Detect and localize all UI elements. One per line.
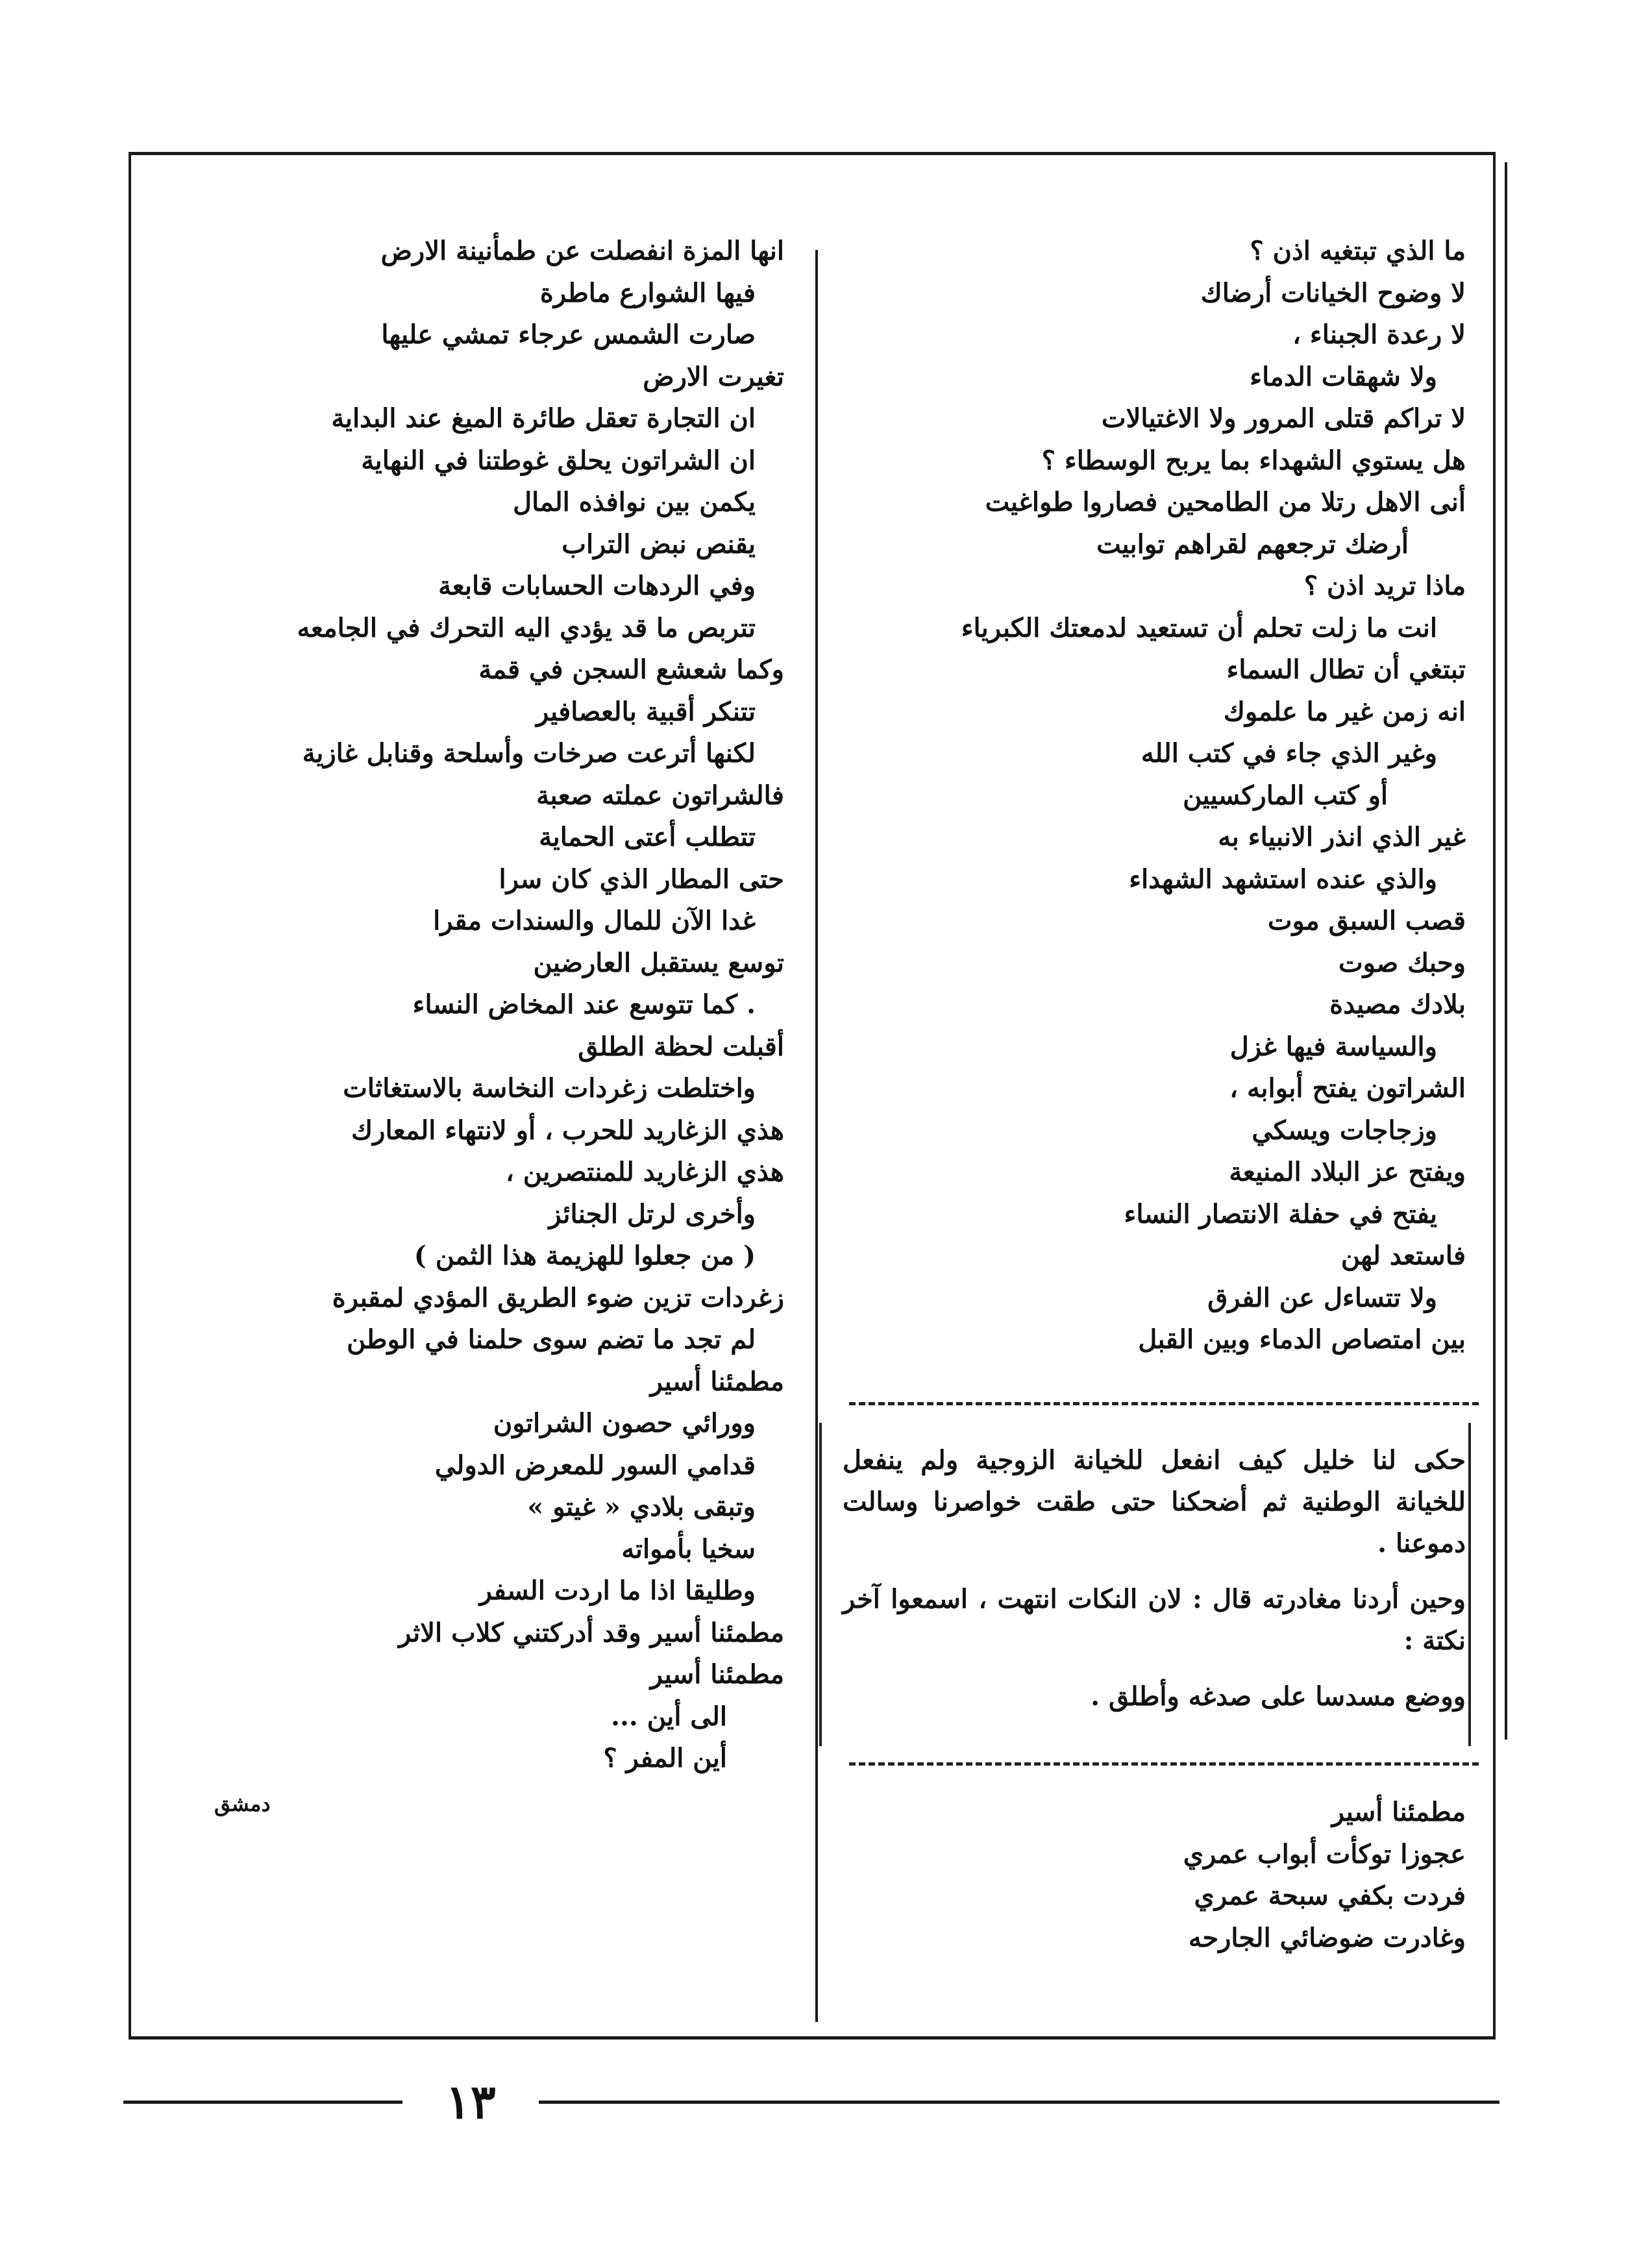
box-left-rule [819, 1423, 822, 1746]
poem-line: وطليقا اذا ما اردت السفر [479, 1575, 756, 1606]
poem-line: يفتح في حفلة الانتصار النساء [1124, 1198, 1437, 1229]
left-poem-column [135, 230, 784, 1780]
poem-line: سخيا بأمواته [621, 1533, 756, 1564]
poem-line: لكنها أترعت صرخات وأسلحة وقنابل غازية [302, 738, 756, 769]
poem-line: انها المزة انفصلت عن طمأنينة الارض [380, 236, 784, 266]
poem-line: تغيرت الارض [643, 361, 784, 392]
poem-line: أو كتب الماركسيين [1183, 780, 1388, 811]
poem-line: وورائي حصون الشراتون [493, 1408, 756, 1438]
poem-line: غدا الآن للمال والسندات مقرا [433, 906, 756, 936]
anecdote-text [843, 1440, 1466, 1732]
poem-line: ان الشراتون يحلق غوطتنا في النهاية [361, 445, 756, 476]
poem-line: والسياسة فيها غزل [1229, 1031, 1437, 1062]
poem-line: ( من جعلوا للهزيمة هذا الثمن ) [413, 1240, 756, 1271]
place-signature: دمشق [214, 1792, 271, 1816]
poem-line: فالشراتون عملته صعبة [536, 780, 784, 811]
poem-line: لم تجد ما تضم سوى حلمنا في الوطن [347, 1324, 756, 1355]
poem-line: قصب السبق موت [1267, 906, 1466, 936]
poem-line: ما الذي تبتغيه اذن ؟ [1250, 236, 1466, 266]
footer-rule-left [123, 2101, 402, 2104]
poem-line: حتى المطار الذي كان سرا [499, 863, 784, 894]
poem-line: وفي الردهات الحسابات قابعة [438, 571, 756, 601]
poem-line: لا وضوح الخيانات أرضاك [1200, 277, 1466, 308]
poem-line: لا تراكم قتلى المرور ولا الاغتيالات [1101, 403, 1466, 434]
poem-line: عجوزا توكأت أبواب عمري [1183, 1838, 1466, 1869]
poem-line: فاستعد لهن [1340, 1240, 1466, 1271]
poem-line: بين امتصاص الدماء وبين القبل [1138, 1324, 1466, 1355]
poem-line: غير الذي انذر الانبياء به [1218, 822, 1466, 852]
poem-line: فيها الشوارع ماطرة [539, 277, 756, 308]
poem-line: يقنص نبض التراب [561, 528, 756, 560]
poem-line: الى أين ... [611, 1701, 727, 1732]
poem-line: بلادك مصيدة [1329, 989, 1466, 1020]
poem-line: ولا شهقات الدماء [1250, 361, 1437, 392]
poem-line: مطمئنا أسير وقد أدركتني كلاب الاثر [399, 1617, 784, 1648]
poem-line: انه زمن غير ما علموك [1223, 696, 1466, 727]
poem-line: انت ما زلت تحلم أن تستعيد لدمعتك الكبرياء [961, 612, 1437, 643]
poem-line: أرضك ترجعهم لقراهم توابيت [1096, 528, 1409, 560]
poem-line: والذي عنده استشهد الشهداء [1129, 863, 1437, 894]
poem-line: أين المفر ؟ [603, 1743, 727, 1773]
poem-line: يكمن بين نوافذه المال [513, 487, 756, 517]
poem-line: مطمئنا أسير [1331, 1797, 1466, 1827]
poem-line: هل يستوي الشهداء بما يربح الوسطاء ؟ [1041, 445, 1466, 476]
poem-line: وتبقى بلادي « غيتو » [527, 1492, 756, 1522]
poem-line: لا رعدة الجبناء ، [1292, 319, 1466, 350]
footer-rule-right [539, 2101, 1499, 2104]
poem-line: وغير الذي جاء في كتب الله [1141, 738, 1437, 769]
poem-line: وزجاجات ويسكي [1252, 1115, 1437, 1146]
poem-line: قدامي السور للمعرض الدولي [434, 1449, 756, 1481]
anecdote-paragraph: ووضع مسدسا على صدغه وأطلق . [1091, 1681, 1466, 1712]
poem-line: ان التجارة تعقل طائرة الميغ عند البداية [331, 403, 756, 434]
poem-line: أقبلت لحظة الطلق [578, 1031, 784, 1062]
poem-line: وأخرى لرتل الجنائز [549, 1198, 756, 1229]
poem-line: وكما شعشع السجن في قمة [478, 654, 784, 685]
poem-line: وحبك صوت [1338, 947, 1466, 978]
anecdote-paragraph: وحين أردنا مغادرته قال : لان النكات انتهت ، اسمعوا آخر نكتة : [843, 1584, 1466, 1656]
poem-line: فردت بكفي سبحة عمري [1194, 1880, 1466, 1911]
right-margin-rule [1505, 162, 1507, 1740]
poem-line: مطمئنا أسير [650, 1366, 784, 1397]
poem-line: وغادرت ضوضائي الجارحه [1188, 1922, 1466, 1953]
poem-line: توسع يستقبل العارضين [533, 947, 784, 978]
poem-line: تتنكر أقبية بالعصافير [536, 696, 756, 727]
poem-line: ماذا تريد اذن ؟ [1303, 571, 1466, 601]
poem-line: الشراتون يفتح أبوابه ، [1229, 1073, 1466, 1103]
right-poem-column [817, 230, 1466, 1361]
poem-line: هذي الزغاريد للمنتصرين ، [505, 1157, 784, 1187]
page-number: ١٣ [445, 2074, 496, 2129]
poem-line: تتربص ما قد يؤدي اليه التحرك في الجامعه [297, 612, 756, 643]
poem-line: صارت الشمس عرجاء تمشي عليها [381, 319, 756, 350]
box-right-rule [1468, 1423, 1471, 1746]
poem-line: مطمئنا أسير [650, 1659, 784, 1690]
poem-line: واختلطت زغردات النخاسة بالاستغاثات [343, 1073, 756, 1103]
poem-line: ولا تتساءل عن الفرق [1207, 1282, 1437, 1313]
poem-line: زغردات تزين ضوء الطريق المؤدي لمقبرة [332, 1282, 784, 1313]
closing-verse-right [817, 1792, 1466, 1959]
poem-line: تبتغي أن تطال السماء [1226, 654, 1466, 685]
poem-line: ويفتح عز البلاد المنيعة [1229, 1157, 1466, 1187]
poem-line: هذي الزغاريد للحرب ، أو لانتهاء المعارك [351, 1115, 784, 1146]
poem-line: . كما تتوسع عند المخاض النساء [412, 989, 756, 1020]
poem-line: أنى الاهل رتلا من الطامحين فصاروا طواغيت [985, 487, 1466, 517]
anecdote-paragraph: حكى لنا خليل كيف انفعل للخيانة الزوجية ولم ينفعل للخيانة الوطنية ثم أضحكنا حتى طقت خواصرنا وسالت دموعنا . [843, 1445, 1466, 1559]
poem-line: تتطلب أعتى الحماية [539, 822, 756, 852]
